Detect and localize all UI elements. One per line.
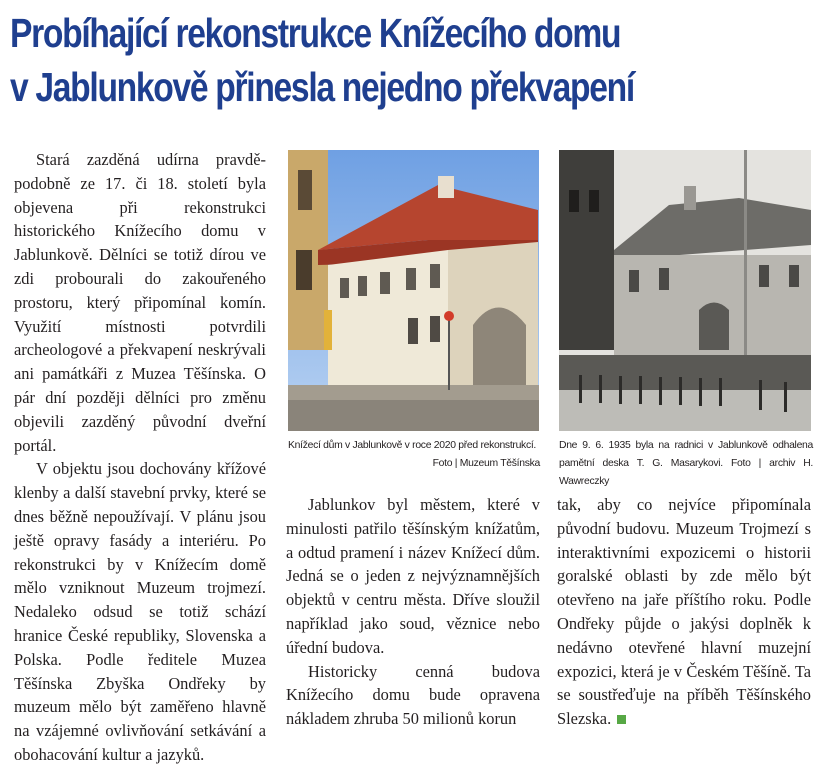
photo-historical-1935 — [559, 150, 811, 431]
photo1-credit: Foto | Muzeum Těšínska — [432, 458, 540, 469]
photo1-caption — [288, 437, 540, 473]
paragraph-text: tak, aby co nejvíce připomínala původní budovu. Muzeum Trojmezí s interaktivními expozicemi o historii goralské oblasti by zde mělo být otevřeno na jaře příštího roku. Podle Ondřeky půjde o jakýsi doplněk k nedávno otevřené hlavní muzejní expozici, která je v Českém Těšíně. Ta se soustřeďuje na příběh Těšínského Slezska. — [557, 495, 811, 729]
paragraph: Stará zazděná udírna pravděpodobně ze 17. či 18. století byla objevena při rekonstrukci historického Knížecího domu v Jablunkově. Dělníci se totiž dírou ve zdi probourali do zakouřeného prostoru, který připomínal komín. Využití místnosti potvrdili archeologové a překvapení neskrývali ani památkáři z Muzea Těšínska. O pár dní později dělníci pro změnu objevili zazděný původní dveřní portál. — [14, 150, 266, 455]
text-column-3 — [557, 493, 811, 731]
photo2-credit: Foto | archiv H. Wawreczky — [559, 458, 813, 487]
text-column-2 — [286, 493, 540, 731]
paragraph: V objektu jsou dochovány křížové klenby a další stavební prvky, které se dnes běžně nepoužívají. V plánu jsou ještě opravy fasády a interiéru. Po rekonstrukci by v Knížecím domě mělo vzniknout Muzeum trojmezí. Nedaleko odsud se totiž schází hranice České republiky, Slovenska a Polska. Podle ředitele Muzea Těšínska Zbyška Ondřeky by muzeum mělo být zaměřeno hlavně na vzájemné ovlivňování setkávání a obohacování kultur a jazyků. — [14, 459, 266, 764]
photo2-caption-text: Dne 9. 6. 1935 byla na radnici v Jablunkově odhalena pamětní deska T. G. Masarykovi. — [559, 440, 813, 469]
article-end-mark — [617, 715, 626, 724]
photo2-caption — [559, 437, 813, 491]
paragraph-continued — [557, 493, 811, 731]
headline-line-2: v Jablunkově přinesla nejedno překvapení — [10, 64, 634, 110]
photo-building-2020 — [288, 150, 539, 431]
photo1-caption-text: Knížecí dům v Jablunkově v roce 2020 před rekonstrukcí. — [288, 440, 537, 451]
paragraph: Historicky cenná budova Knížecího domu bude opravena nákladem zhruba 50 milionů korun — [286, 661, 540, 729]
text-column-1 — [14, 148, 266, 767]
article-headline — [10, 6, 666, 114]
headline-line-1: Probíhající rekonstrukce Knížecího domu — [10, 10, 621, 56]
paragraph: Jablunkov byl městem, které v minulosti patřilo těšínským knížatům, a odtud pramení i název Knížecí dům. Jedná se o jeden z nejvýznamnějších objektů v centru města. Dříve sloužil například jako soud, věznice nebo úřední budova. — [286, 495, 540, 657]
